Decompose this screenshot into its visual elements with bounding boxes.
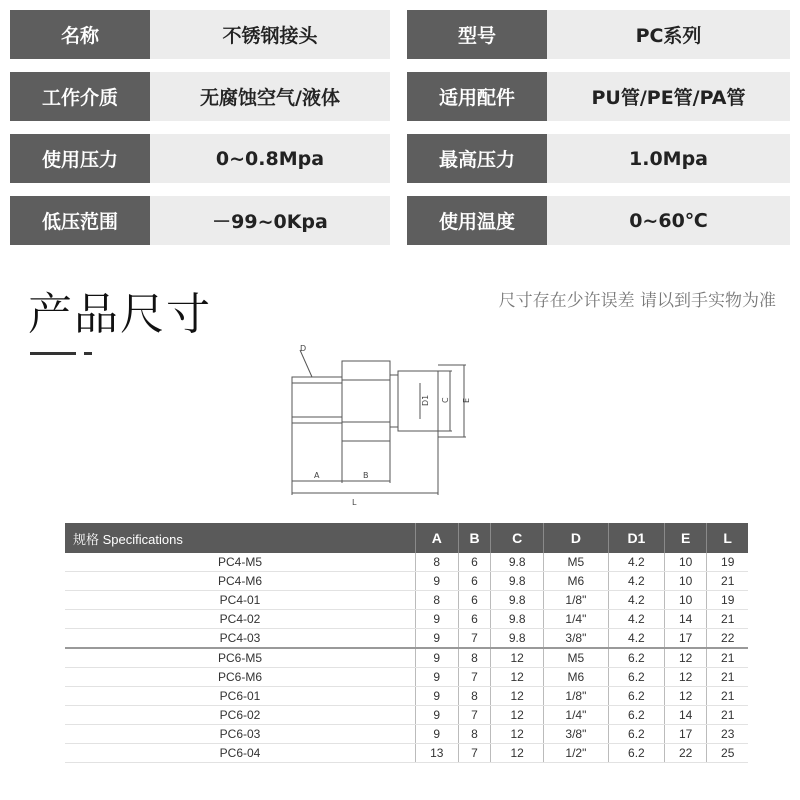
spec-value-low-pressure: －99~0Kpa — [150, 196, 390, 245]
title-underline — [30, 352, 76, 355]
table-row — [65, 706, 748, 725]
collar — [390, 375, 398, 427]
table-cell: 9 — [416, 725, 459, 744]
table-cell: 8 — [416, 591, 459, 610]
table-cell: 7 — [458, 668, 491, 687]
table-cell: 12 — [491, 687, 543, 706]
table-cell: 4.2 — [608, 629, 664, 649]
diagram-label-l: L — [352, 498, 357, 507]
table-cell: 8 — [458, 687, 491, 706]
table-cell: 1/8" — [543, 687, 608, 706]
spec-model-cell: PC6-M5 — [65, 648, 416, 668]
table-cell: 7 — [458, 706, 491, 725]
table-cell: 10 — [664, 553, 707, 572]
table-cell: 14 — [664, 706, 707, 725]
table-cell: 9.8 — [491, 610, 543, 629]
diagram-label-d1: D1 — [421, 394, 430, 406]
table-cell: 9 — [416, 610, 459, 629]
table-cell: 14 — [664, 610, 707, 629]
spec-value-temperature: 0~60℃ — [547, 196, 790, 245]
table-cell: 6 — [458, 591, 491, 610]
diagram-label-d: D — [300, 344, 307, 353]
table-row — [65, 668, 748, 687]
table-cell: 23 — [707, 725, 748, 744]
spec-model-cell: PC6-04 — [65, 744, 416, 763]
spec-grid — [10, 10, 790, 258]
spec-cell — [10, 10, 390, 59]
table-cell: 13 — [416, 744, 459, 763]
table-cell: 9 — [416, 687, 459, 706]
table-cell: 12 — [491, 725, 543, 744]
table-cell: 1/8" — [543, 591, 608, 610]
column-header: D1 — [608, 523, 664, 553]
table-cell: 1/4" — [543, 706, 608, 725]
table-cell: 9.8 — [491, 553, 543, 572]
spec-model-cell: PC4-02 — [65, 610, 416, 629]
diagram-label-c: C — [441, 397, 450, 403]
table-cell: 9 — [416, 648, 459, 668]
table-cell: 12 — [664, 687, 707, 706]
spec-model-cell: PC4-01 — [65, 591, 416, 610]
table-cell: 10 — [664, 572, 707, 591]
table-cell: 12 — [491, 648, 543, 668]
table-cell: 1/4" — [543, 610, 608, 629]
column-header: B — [458, 523, 491, 553]
table-cell: 9 — [416, 572, 459, 591]
spec-model-cell: PC4-M5 — [65, 553, 416, 572]
column-header: C — [491, 523, 543, 553]
table-cell: 10 — [664, 591, 707, 610]
table-cell: 6.2 — [608, 744, 664, 763]
table-row — [65, 725, 748, 744]
table-row — [65, 629, 748, 649]
table-cell: 9 — [416, 629, 459, 649]
table-cell: 12 — [664, 648, 707, 668]
column-header-spec: 规格 Specifications — [65, 523, 416, 553]
spec-value-max-pressure: 1.0Mpa — [547, 134, 790, 183]
table-cell: 6.2 — [608, 687, 664, 706]
table-row — [65, 744, 748, 763]
column-header: E — [664, 523, 707, 553]
table-cell: 4.2 — [608, 553, 664, 572]
spec-value-name: 不锈钢接头 — [150, 10, 390, 59]
table-cell: 17 — [664, 629, 707, 649]
spec-label-temperature: 使用温度 — [407, 196, 547, 245]
table-cell: 9.8 — [491, 572, 543, 591]
spec-label-low-pressure: 低压范围 — [10, 196, 150, 245]
title-underline-dot — [84, 352, 92, 355]
column-header: A — [416, 523, 459, 553]
spec-label-max-pressure: 最高压力 — [407, 134, 547, 183]
table-cell: 9 — [416, 668, 459, 687]
table-cell: 22 — [707, 629, 748, 649]
table-cell: 4.2 — [608, 572, 664, 591]
table-cell: 6 — [458, 572, 491, 591]
spec-row — [10, 134, 790, 183]
diagram-label-a: A — [314, 471, 320, 480]
spec-row — [10, 196, 790, 245]
table-cell: M6 — [543, 668, 608, 687]
table-cell: 3/8" — [543, 725, 608, 744]
table-cell: 21 — [707, 687, 748, 706]
table-cell: M6 — [543, 572, 608, 591]
table-cell: 1/2" — [543, 744, 608, 763]
spec-cell — [10, 196, 390, 245]
table-row — [65, 553, 748, 572]
column-header: L — [707, 523, 748, 553]
spec-label-fittings: 适用配件 — [407, 72, 547, 121]
spec-value-pressure: 0~0.8Mpa — [150, 134, 390, 183]
thread-section — [292, 377, 342, 423]
table-cell: 8 — [458, 648, 491, 668]
table-body — [65, 553, 748, 763]
table-cell: 25 — [707, 744, 748, 763]
spec-label-name: 名称 — [10, 10, 150, 59]
table-cell: 21 — [707, 610, 748, 629]
table-cell: 12 — [491, 706, 543, 725]
push-in-head — [398, 371, 438, 431]
diagram-label-e: E — [462, 397, 471, 403]
spec-cell — [407, 72, 790, 121]
table-cell: M5 — [543, 553, 608, 572]
table-cell: 12 — [491, 668, 543, 687]
spec-model-cell: PC4-M6 — [65, 572, 416, 591]
spec-row — [10, 72, 790, 121]
hex-body — [342, 361, 390, 441]
table-cell: 4.2 — [608, 591, 664, 610]
spec-label-medium: 工作介质 — [10, 72, 150, 121]
table-cell: M5 — [543, 648, 608, 668]
table-cell: 22 — [664, 744, 707, 763]
spec-model-cell: PC6-03 — [65, 725, 416, 744]
spec-value-medium: 无腐蚀空气/液体 — [150, 72, 390, 121]
spec-cell — [10, 72, 390, 121]
table-cell: 19 — [707, 553, 748, 572]
spec-model-cell: PC4-03 — [65, 629, 416, 649]
section-note: 尺寸存在少许误差 请以到手实物为准 — [498, 291, 776, 311]
spec-value-model: PC系列 — [547, 10, 790, 59]
table-row — [65, 572, 748, 591]
table-cell: 8 — [416, 553, 459, 572]
section-title: 产品尺寸 — [28, 289, 212, 340]
spec-cell — [407, 134, 790, 183]
table-row — [65, 648, 748, 668]
table-cell: 21 — [707, 668, 748, 687]
spec-label-model: 型号 — [407, 10, 547, 59]
table-header-row — [65, 523, 748, 553]
table-cell: 21 — [707, 648, 748, 668]
table-cell: 6.2 — [608, 706, 664, 725]
table-row — [65, 687, 748, 706]
table-cell: 21 — [707, 572, 748, 591]
spec-model-cell: PC6-01 — [65, 687, 416, 706]
table-cell: 6.2 — [608, 668, 664, 687]
table-cell: 6.2 — [608, 725, 664, 744]
size-table — [65, 523, 748, 763]
table-row — [65, 610, 748, 629]
spec-cell — [407, 10, 790, 59]
table-cell: 12 — [491, 744, 543, 763]
table-cell: 17 — [664, 725, 707, 744]
spec-cell — [407, 196, 790, 245]
fitting-dimension-diagram — [270, 335, 490, 510]
table-cell: 4.2 — [608, 610, 664, 629]
spec-label-pressure: 使用压力 — [10, 134, 150, 183]
table-cell: 6.2 — [608, 648, 664, 668]
spec-model-cell: PC6-02 — [65, 706, 416, 725]
spec-model-cell: PC6-M6 — [65, 668, 416, 687]
spec-row — [10, 10, 790, 59]
spec-cell — [10, 134, 390, 183]
table-cell: 12 — [664, 668, 707, 687]
table-cell: 6 — [458, 553, 491, 572]
spec-value-fittings: PU管/PE管/PA管 — [547, 72, 790, 121]
table-cell: 9.8 — [491, 629, 543, 649]
table-cell: 8 — [458, 725, 491, 744]
table-cell: 21 — [707, 706, 748, 725]
table-cell: 9.8 — [491, 591, 543, 610]
table-row — [65, 591, 748, 610]
diagram-label-b: B — [363, 471, 369, 480]
table-cell: 19 — [707, 591, 748, 610]
table-cell: 6 — [458, 610, 491, 629]
table-cell: 9 — [416, 706, 459, 725]
table-cell: 3/8" — [543, 629, 608, 649]
column-header: D — [543, 523, 608, 553]
table-cell: 7 — [458, 744, 491, 763]
table-cell: 7 — [458, 629, 491, 649]
fitting-drawing — [270, 335, 490, 510]
